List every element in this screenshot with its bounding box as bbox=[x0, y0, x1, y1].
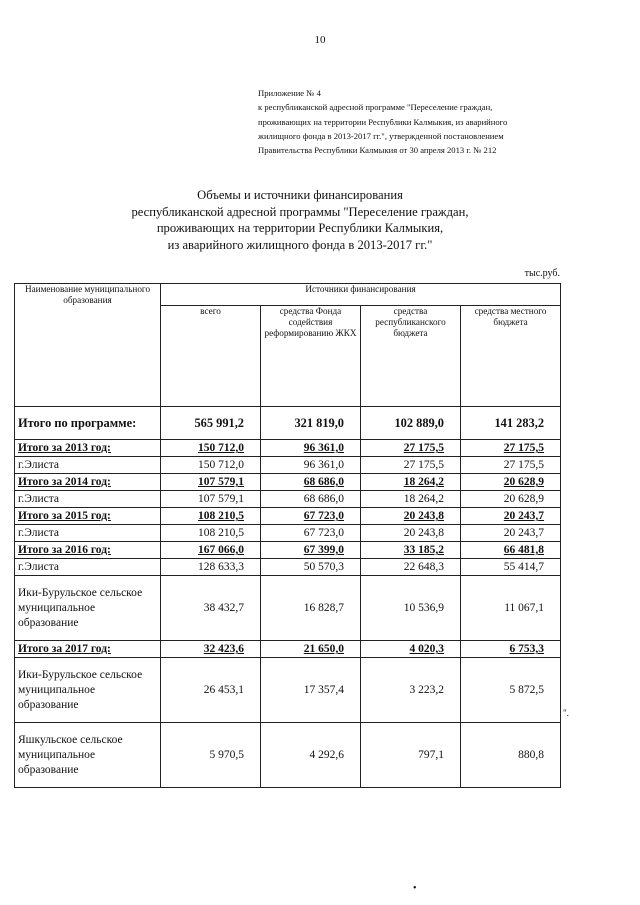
row-name: Ики-Бурульское сельское муниципальное образование bbox=[15, 658, 161, 723]
cell-fund: 21 650,0 bbox=[303, 643, 344, 655]
table-row bbox=[15, 474, 561, 491]
cell-republic: 22 648,3 bbox=[361, 559, 461, 576]
cell-total: 128 633,3 bbox=[161, 559, 261, 576]
page-number: 10 bbox=[314, 34, 326, 46]
cell-local: 5 872,5 bbox=[461, 658, 561, 723]
title-line: проживающих на территории Республики Калмыкия, bbox=[156, 221, 444, 236]
appendix-line: Правительства Республики Калмыкия от 30 апреля 2013 г. № 212 bbox=[258, 145, 497, 156]
cell-local: 20 243,7 bbox=[503, 510, 545, 522]
row-name: Итого за 2015 год: bbox=[18, 510, 111, 522]
cell-total: 26 453,1 bbox=[161, 658, 261, 723]
cell-fund: 67 723,0 bbox=[261, 525, 361, 542]
cell-total: 38 432,7 bbox=[161, 576, 261, 641]
cell-republic: 18 264,2 bbox=[403, 476, 444, 488]
table-row bbox=[15, 641, 561, 658]
cell-fund: 67 399,0 bbox=[303, 544, 344, 556]
cell-republic: 4 020,3 bbox=[409, 643, 444, 655]
row-name: Итого за 2014 год: bbox=[18, 476, 111, 488]
cell-total: 150 712,0 bbox=[198, 442, 244, 454]
cell-total: 32 423,6 bbox=[203, 643, 244, 655]
title-line: республиканской адресной программы "Переселение граждан, bbox=[131, 204, 469, 219]
table-row bbox=[15, 525, 561, 542]
appendix-line: Приложение № 4 bbox=[258, 88, 321, 98]
cell-fund: 68 686,0 bbox=[261, 491, 361, 508]
cell-local: 20 628,9 bbox=[461, 491, 561, 508]
cell-local: 880,8 bbox=[461, 723, 561, 788]
table-row bbox=[15, 542, 561, 559]
cell-local: 27 175,5 bbox=[461, 457, 561, 474]
cell-republic: 27 175,5 bbox=[403, 442, 444, 454]
column-header-fund: средства Фонда содействия реформированию ЖКХ bbox=[261, 306, 361, 407]
row-name: Итого за 2017 год: bbox=[18, 643, 111, 655]
document-title bbox=[90, 187, 510, 253]
table-row bbox=[15, 440, 561, 457]
cell-fund: 16 828,7 bbox=[261, 576, 361, 641]
column-header-total: всего bbox=[161, 306, 261, 407]
appendix-line: к республиканской адресной программе "Переселение граждан, bbox=[258, 102, 493, 113]
table-row bbox=[15, 508, 561, 525]
cell-local: 66 481,8 bbox=[503, 544, 545, 556]
cell-fund: 4 292,6 bbox=[261, 723, 361, 788]
cell-fund: 68 686,0 bbox=[303, 476, 344, 488]
cell-fund: 17 357,4 bbox=[261, 658, 361, 723]
table-row bbox=[15, 658, 561, 723]
cell-local: 20 628,9 bbox=[503, 476, 545, 488]
table-row bbox=[15, 491, 561, 508]
table-row bbox=[15, 559, 561, 576]
cell-republic: 797,1 bbox=[361, 723, 461, 788]
cell-fund: 96 361,0 bbox=[261, 457, 361, 474]
cell-republic: 20 243,8 bbox=[361, 525, 461, 542]
cell-total: 150 712,0 bbox=[161, 457, 261, 474]
cell-local: 20 243,7 bbox=[461, 525, 561, 542]
row-name: Итого по программе: bbox=[15, 407, 161, 440]
cell-republic: 3 223,2 bbox=[361, 658, 461, 723]
cell-local: 55 414,7 bbox=[461, 559, 561, 576]
table-row bbox=[15, 723, 561, 788]
cell-fund: 67 723,0 bbox=[303, 510, 344, 522]
scan-dot: • bbox=[413, 883, 417, 894]
cell-total: 167 066,0 bbox=[198, 544, 244, 556]
cell-total: 108 210,5 bbox=[161, 525, 261, 542]
cell-republic: 18 264,2 bbox=[361, 491, 461, 508]
row-name: Яшкульское сельское муниципальное образование bbox=[15, 723, 161, 788]
cell-total: 107 579,1 bbox=[198, 476, 244, 488]
table-row bbox=[15, 457, 561, 474]
cell-local: 27 175,5 bbox=[503, 442, 545, 454]
cell-fund: 50 570,3 bbox=[261, 559, 361, 576]
row-name: Итого за 2016 год: bbox=[18, 544, 111, 556]
units-label: тыс.руб. bbox=[524, 268, 560, 279]
cell-fund: 321 819,0 bbox=[261, 407, 361, 440]
financing-table bbox=[14, 283, 561, 788]
cell-republic: 33 185,2 bbox=[403, 544, 444, 556]
row-name: Ики-Бурульское сельское муниципальное образование bbox=[15, 576, 161, 641]
name-column-header: Наименование муниципального образования bbox=[15, 284, 161, 407]
column-header-local: средства местного бюджета bbox=[461, 306, 561, 407]
row-name: г.Элиста bbox=[15, 491, 161, 508]
table-row bbox=[15, 576, 561, 641]
cell-total: 108 210,5 bbox=[198, 510, 244, 522]
title-line: из аварийного жилищного фонда в 2013-2017 гг." bbox=[167, 237, 433, 252]
cell-total: 565 991,2 bbox=[161, 407, 261, 440]
cell-republic: 10 536,9 bbox=[361, 576, 461, 641]
row-name: г.Элиста bbox=[15, 457, 161, 474]
cell-local: 11 067,1 bbox=[461, 576, 561, 641]
column-header-republic: средства республиканского бюджета bbox=[361, 306, 461, 407]
title-line: Объемы и источники финансирования bbox=[197, 188, 403, 202]
sources-header: Источники финансирования bbox=[161, 284, 561, 306]
table-row bbox=[15, 407, 561, 440]
margin-mark: ". bbox=[563, 708, 569, 718]
cell-republic: 102 889,0 bbox=[361, 407, 461, 440]
appendix-line: проживающих на территории Республики Калмыкия, из аварийного bbox=[258, 116, 508, 127]
row-name: г.Элиста bbox=[15, 525, 161, 542]
cell-total: 5 970,5 bbox=[161, 723, 261, 788]
cell-republic: 27 175,5 bbox=[361, 457, 461, 474]
appendix-line: жилищного фонда в 2013-2017 гг.", утвержденной постановлением bbox=[258, 130, 504, 141]
cell-total: 107 579,1 bbox=[161, 491, 261, 508]
row-name: Итого за 2013 год: bbox=[18, 442, 111, 454]
appendix-note bbox=[258, 86, 558, 157]
cell-local: 6 753,3 bbox=[509, 643, 545, 655]
row-name: г.Элиста bbox=[15, 559, 161, 576]
cell-republic: 20 243,8 bbox=[403, 510, 444, 522]
cell-local: 141 283,2 bbox=[461, 407, 561, 440]
cell-fund: 96 361,0 bbox=[303, 442, 344, 454]
